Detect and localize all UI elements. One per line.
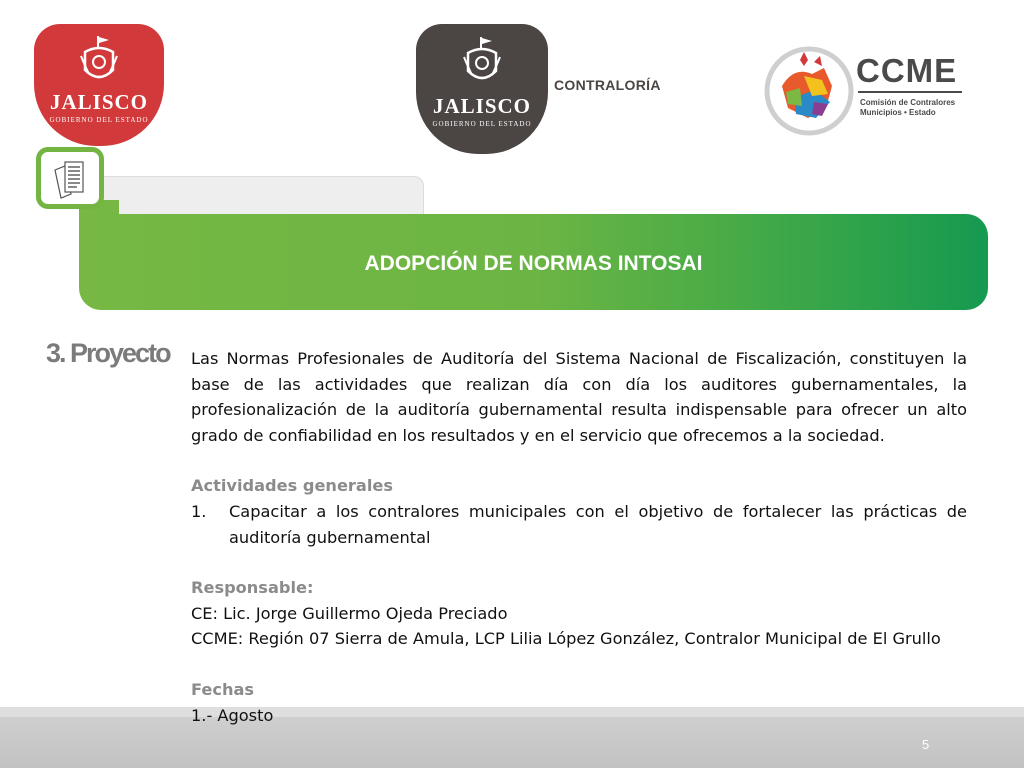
list-item-text: Capacitar a los contralores municipales con el objetivo de fortalecer las prácticas de auditoría gubernamental: [229, 501, 967, 547]
body-content: [191, 346, 967, 728]
list-item-number: 1.: [191, 501, 207, 521]
section-banner: [79, 214, 988, 310]
jalisco-logo: [34, 24, 164, 146]
dates-heading: Fechas: [191, 679, 255, 699]
jalisco-wordmark: JALISCO: [432, 94, 532, 118]
documents-icon-box: [36, 147, 104, 209]
section-label: 3. Proyecto: [46, 338, 170, 368]
responsible-ccme: CCME: Región 07 Sierra de Amula, LCP Lilia López González, Contralor Municipal de El Grullo: [191, 629, 941, 649]
ccme-divider: [858, 91, 962, 93]
ccme-wordmark: CCME: [856, 52, 958, 89]
banner-title: ADOPCIÓN DE NORMAS INTOSAI: [364, 252, 703, 275]
ccme-emblem-icon: [764, 46, 854, 136]
responsible-heading: Responsable:: [191, 578, 314, 598]
activities-heading: Actividades generales: [191, 476, 393, 496]
responsible-ce: CE: Lic. Jorge Guillermo Ojeda Preciado: [191, 603, 508, 623]
dates-item: 1.- Agosto: [191, 705, 274, 725]
documents-icon: [41, 152, 99, 204]
jalisco-crest-icon: [79, 36, 119, 86]
jalisco-crest-icon: [462, 36, 502, 88]
jalisco-subtitle: GOBIERNO DEL ESTADO: [49, 116, 149, 124]
list-item: [191, 499, 967, 550]
intro-paragraph: Las Normas Profesionales de Auditoría del Sistema Nacional de Fiscalización, constituyen la base de las actividades que realizan día con día los auditores gubernamentales, la profesionalización de la auditoría gubernamental resulta indispensable para ofrecer un alto grado de confiabilidad en los resultados y en el servicio que ofrecemos a la sociedad.: [191, 349, 967, 445]
ccme-subtitle-line2: Municipios • Estado: [860, 108, 936, 117]
jalisco-contraloria-logo: [416, 24, 548, 154]
page-number: 5: [922, 737, 930, 752]
ccme-subtitle: [860, 98, 970, 118]
jalisco-subtitle: GOBIERNO DEL ESTADO: [432, 120, 532, 128]
jalisco-wordmark: JALISCO: [49, 90, 149, 114]
ccme-subtitle-line1: Comisión de Contralores: [860, 98, 956, 107]
contraloria-label: CONTRALORÍA: [554, 77, 661, 93]
